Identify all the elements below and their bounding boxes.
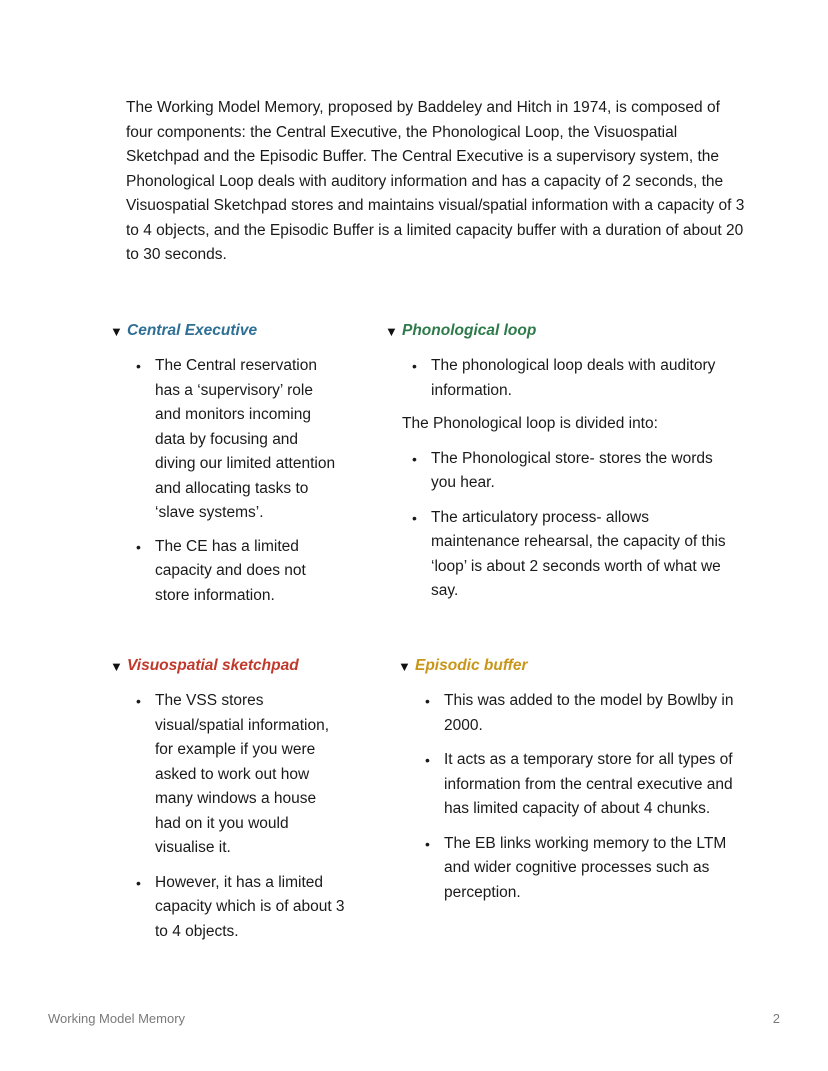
section-visuospatial-sketchpad — [110, 655, 360, 944]
section-title: Visuospatial sketchpad — [127, 657, 299, 674]
footer-page-number: 2 — [772, 1011, 780, 1026]
collapse-triangle-icon[interactable]: ▼ — [110, 323, 123, 339]
bullet-icon: • — [425, 752, 430, 768]
list-item: • The phonological loop deals with auditory information. — [431, 354, 741, 403]
bullet-icon: • — [136, 874, 141, 891]
bullet-icon: • — [136, 538, 141, 555]
bullet-icon: • — [136, 358, 141, 374]
section-central-executive — [110, 320, 350, 608]
bullet-list — [412, 354, 741, 403]
section-title: Phonological loop — [402, 322, 537, 339]
list-item: • The CE has a limited capacity and does not store information. — [155, 535, 340, 609]
bullet-list — [136, 689, 345, 944]
list-item: • The Phonological store- stores the words you hear. — [431, 447, 736, 496]
list-item: • The articulatory process- allows maintenance rehearsal, the capacity of this ‘loop’ is about 2 seconds worth of what we say. — [431, 506, 736, 604]
section-episodic-buffer — [398, 655, 748, 905]
section-title: Episodic buffer — [415, 657, 528, 674]
section-header[interactable] — [398, 655, 748, 677]
bullet-icon: • — [412, 358, 417, 374]
bullet-icon: • — [425, 835, 430, 852]
bullet-list — [412, 447, 736, 604]
collapse-triangle-icon[interactable]: ▼ — [398, 658, 411, 674]
bullet-icon: • — [412, 509, 417, 526]
section-phonological-loop — [385, 320, 745, 604]
list-item: • This was added to the model by Bowlby in 2000. — [444, 689, 739, 738]
bullet-icon: • — [412, 450, 417, 467]
list-item: • The EB links working memory to the LTM and wider cognitive processes such as perception. — [444, 832, 739, 906]
bullet-icon: • — [425, 693, 430, 709]
bullet-list — [136, 354, 340, 608]
section-header[interactable] — [385, 320, 745, 342]
list-item: • However, it has a limited capacity which is of about 3 to 4 objects. — [155, 871, 345, 945]
bullet-icon: • — [136, 693, 141, 709]
footer-document-title: Working Model Memory — [48, 1011, 186, 1026]
section-header[interactable] — [110, 655, 360, 677]
section-title: Central Executive — [127, 322, 258, 339]
section-header[interactable] — [110, 320, 350, 342]
list-item: • It acts as a temporary store for all types of information from the central executive and has limited capacity of about 4 chunks. — [444, 748, 739, 822]
collapse-triangle-icon[interactable]: ▼ — [110, 658, 123, 674]
list-item: • The VSS stores visual/spatial information, for example if you were asked to work out how many windows a house had on it you would visualise it. — [155, 689, 345, 861]
intro-paragraph: The Working Model Memory, proposed by Baddeley and Hitch in 1974, is composed of four components: the Central Executive, the Phonological Loop, the Visuospatial Sketchpad and the Episodic Buffer. The Central Executive is a supervisory system, the Phonological Loop deals with auditory information and has a capacity of 2 seconds, the Visuospatial Sketchpad stores and maintains visual/spatial information with a capacity of 3 to 4 objects, and the Episodic Buffer is a limited capacity buffer with a duration of about 20 to 30 seconds. — [126, 99, 745, 263]
bullet-list — [425, 689, 739, 905]
collapse-triangle-icon[interactable]: ▼ — [385, 323, 398, 339]
phonological-divided-text: The Phonological loop is divided into: — [402, 415, 658, 432]
list-item: • The Central reservation has a ‘supervisory’ role and monitors incoming data by focusing and diving our limited attention and allocating tasks to ‘slave systems’. — [155, 354, 340, 526]
